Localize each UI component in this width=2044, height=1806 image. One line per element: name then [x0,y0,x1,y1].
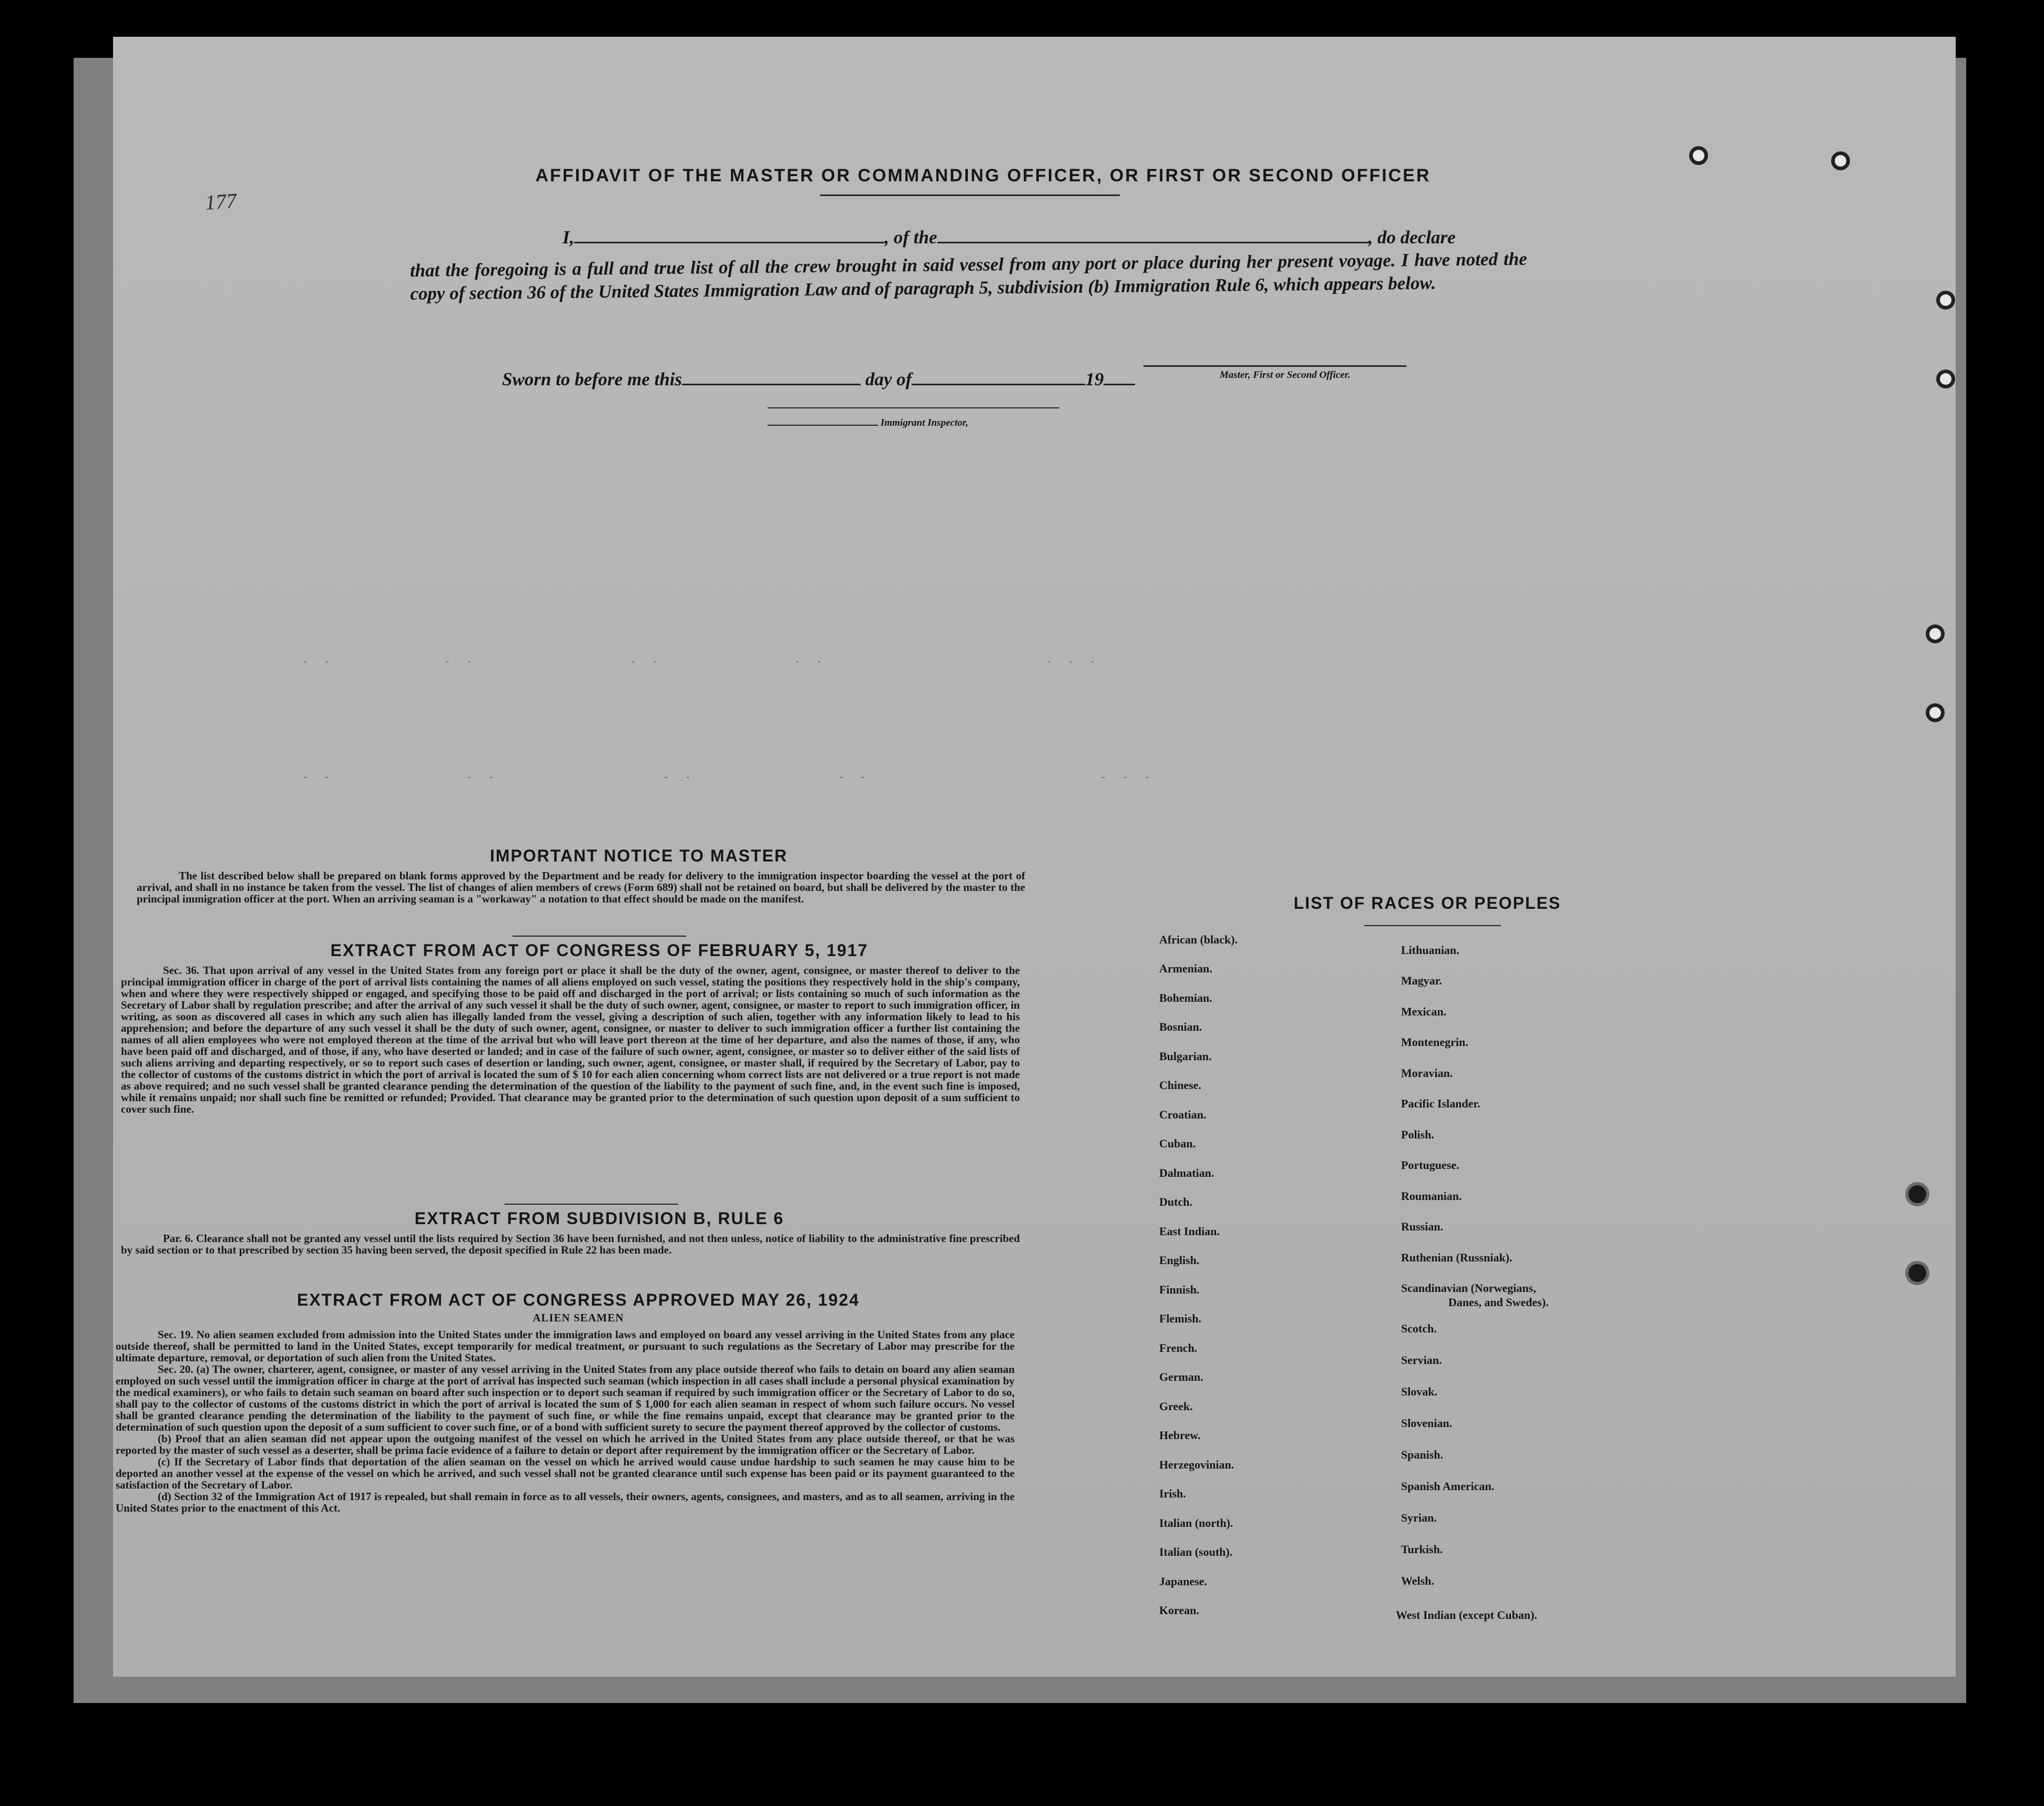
affidavit-title: AFFIDAVIT OF THE MASTER OR COMMANDING OFFICER, OR FIRST OR SECOND OFFICER [535,166,1431,186]
vessel-name-blank [937,230,1368,243]
punch-hole [1940,294,1951,306]
race-item: Bulgarian. [1159,1050,1212,1063]
race-item-continuation: Danes, and Swedes). [1448,1296,1549,1309]
punch-hole [1929,707,1941,719]
race-item: Slovak. [1401,1385,1438,1398]
race-item: Spanish. [1401,1448,1444,1461]
race-item: Roumanian. [1401,1189,1462,1203]
race-item: Polish. [1401,1128,1434,1141]
race-item: Welsh. [1401,1574,1434,1587]
affidavit-of: , of the [884,227,937,248]
races-rule [1364,925,1501,926]
punch-hole [1693,150,1704,161]
race-item: Herzegovinian. [1159,1458,1234,1471]
extract-1924-text [116,1329,1015,1514]
notice-rule [513,936,686,937]
alien-seamen-subtitle: ALIEN SEAMEN [533,1311,624,1324]
race-item: Hebrew. [1159,1429,1201,1442]
affidavit-body: that the foregoing is a full and true list of all the crew brought in said vessel from any port or place during her present voyage. I have noted the copy of section 36 of the United States Immigration Law and of paragraph 5, subdivision (b) Immigration Rule 6, which appears below. [410,248,1527,304]
affidavit-declare: , do declare [1368,227,1456,248]
race-item: African (black). [1159,933,1238,946]
subdivision-b-title: EXTRACT FROM SUBDIVISION B, RULE 6 [414,1209,784,1228]
race-item: Flemish. [1159,1312,1202,1325]
race-item: Dutch. [1159,1195,1192,1208]
extract-1917-text [121,964,1020,1115]
race-item: Japanese. [1159,1575,1208,1588]
race-item: German. [1159,1370,1203,1383]
race-item: Chinese. [1159,1079,1202,1092]
race-item: Bosnian. [1159,1020,1202,1033]
race-item: Lithuanian. [1401,943,1459,957]
race-item: Spanish American. [1401,1480,1495,1493]
race-item: Magyar. [1401,974,1443,987]
race-item: Irish. [1159,1487,1186,1500]
race-item: Bohemian. [1159,991,1212,1004]
race-item: Dalmatian. [1159,1166,1214,1179]
race-item: Ruthenian (Russniak). [1401,1251,1512,1264]
race-item: Cuban. [1159,1137,1196,1150]
race-item: Greek. [1159,1400,1193,1413]
notice-text [137,870,1025,905]
margin-mark: 177 [204,188,238,215]
inspector-line-top [768,407,1059,408]
extract-1917-title: EXTRACT FROM ACT OF CONGRESS OF FEBRUARY 5, 1917 [330,941,868,960]
day-blank [682,372,861,385]
day-of-label: day of [865,369,912,389]
punch-hole [1835,155,1846,167]
extract-1924-sec20b: (b) Proof that an alien seaman did not appear upon the outgoing manifest of the vessel on which he arrived in the United States from any place outside thereof, or that he was reported by the master of such vessel as a deserter, shall be prima facie evidence of a failure to detain or deport after requirement by the immigration officer or the Secretary of Labor. [116,1432,1015,1456]
race-item: Pacific Islander. [1401,1097,1480,1110]
inspector-signature-line [768,425,878,426]
extract-1924-sec19: Sec. 19. No alien seamen excluded from admission into the United States under the immigration laws and employed on board any vessel arriving in the United States from any place outside thereof, shall be permitted to land in the United States, except temporarily for medical treatment, or pursuant to such regulations as the Secretary of Labor may prescribe for the ultimate departure, removal, or deportation of such alien from the United States. [116,1328,1015,1364]
sworn-label: Sworn to before me this [502,369,682,389]
extract-1924-sec20d: (d) Section 32 of the Immigration Act of 1917 is repealed, but shall remain in force as to all vessels, their owners, agents, consignees, and masters, and as to all seamen, arriving in the United States prior to the enactment of this Act. [116,1490,1015,1514]
race-item: Slovenian. [1401,1417,1453,1430]
master-caption: Master, First or Second Officer. [1220,370,1351,381]
race-item: Moravian. [1401,1066,1453,1080]
officer-name-blank [574,230,884,243]
year-label: 19 [1085,369,1104,389]
race-item: Finnish. [1159,1283,1200,1296]
year-blank [1103,372,1135,385]
races-title: LIST OF RACES OR PEOPLES [1293,894,1561,912]
subdivision-b-paragraph: Par. 6. Clearance shall not be granted any vessel until the lists required by Section 36 have been furnished, and not then unless, notice of liability to the administrative fine prescribed by said section or to that prescribed by section 35 having been served, the deposit specified in Rule 22 has been made. [121,1232,1020,1256]
race-item: East Indian. [1159,1225,1220,1238]
race-item: English. [1159,1254,1200,1267]
race-item: French. [1159,1341,1198,1354]
race-item: West Indian (except Cuban). [1396,1608,1537,1622]
notice-title: IMPORTANT NOTICE TO MASTER [489,846,788,865]
month-blank [912,372,1085,385]
race-item: Korean. [1159,1604,1199,1617]
master-signature-line [1143,365,1406,367]
race-item: Servian. [1401,1353,1442,1367]
race-item: Portuguese. [1401,1158,1459,1172]
race-item: Scandinavian (Norwegians, [1401,1281,1536,1295]
race-item: Syrian. [1401,1511,1437,1524]
title-rule [820,194,1120,196]
ghost-dashes: - - - - - - - - - - - [302,773,1156,783]
extract-1917-paragraph: Sec. 36. That upon arrival of any vessel in the United States from any foreign port or place it shall be the duty of the owner, agent, consignee, or master thereof to deliver to the principal immigration officer in charge of the port of arrival lists containing the names of all aliens employed on such vessel, stating the positions they respectively hold in the ship's company, when and where they were respectively shipped or engaged, and specifying those to be paid off and discharged in the port of arrival; or lists containing so much of such information as the Secretary of Labor shall by regulation prescribe; and after the arrival of any such vessel it shall be the duty of such owner, agent, consignee, or master to report to such immigration officer, in writing, as soon as discovered all cases in which any such alien has illegally landed from the vessel, giving a description of such alien, together with any information likely to lead to his apprehension; and before the departure of any such vessel it shall be the duty of such owner, agent, consignee, or master to deliver to such immigration officer a further list containing the names of all alien employees who were not employed thereon at the time of the arrival but who will leave port thereon at the time of her departure, and also the names of those, if any, who have been paid off and discharged, and of those, if any, who have deserted or landed; and in case of the failure of such owner, agent, consignee, or master so to deliver either of the said lists of such aliens arriving and departing respectively, or so to report such cases of desertion or landing, such owner, agent, consignee, or master shall, if required by the Secretary of Labor, pay to the collector of customs of the customs district in which the port of arrival is located the sum of $ 10 for each alien concerning whom correct lists are not delivered or a true report is not made as above required; and no such vessel shall be granted clearance pending the determination of the question of the liability to the payment of such fine, and, in the event such fine is imposed, while it remains unpaid; nor shall such fine be remitted or refunded; Provided. That clearance may be granted prior to the determination of such question upon deposit of a sum sufficient to cover such fine. [121,964,1020,1115]
race-item: Italian (north). [1159,1516,1233,1530]
extract-1917-rule [505,1204,678,1205]
extract-1924-sec20c: (c) If the Secretary of Labor finds that deportation of the alien seaman on the vessel on which he arrived would cause undue hardship to such seamen he may cause him to be deported an another vessel at the expense of the vessel on which he arrived, and such vessel shall not be granted clearance until such expense has been paid or its payment guaranteed to the satisfaction of the Secretary of Labor. [116,1455,1015,1491]
affidavit-i: I, [563,227,575,248]
race-item: Mexican. [1401,1005,1447,1018]
extract-1924-title: EXTRACT FROM ACT OF CONGRESS APPROVED MAY 26, 1924 [297,1290,860,1309]
race-item: Armenian. [1159,962,1212,975]
punch-hole [1908,1264,1926,1282]
extract-1924-sec20a: Sec. 20. (a) The owner, charterer, agent, consignee, or master of any vessel arriving in the United States from any place outside thereof who fails to detain on board any alien seaman employed on such vessel until the immigration officer in charge at the port of arrival has inspected such seaman (which inspection in all cases shall include a personal physical examination by the medical examiners), or who fails to detain such seaman on board after such inspection or to deport such seaman if required by such immigration officer or the Secretary of Labor to do so, shall pay to the collector of customs of the customs district in which the port of arrival is located the sum of $ 1,000 for each alien seaman in respect of whom such failure occurs. No vessel shall be granted clearance pending the determination of the liability to the payment of such fine, or while the fine remains unpaid, except that clearance may be granted prior to the determination of such question upon the deposit of a sum sufficient to cover such fine, or of a bond with sufficient surety to secure the payment thereof approved by the collector of customs. [116,1363,1015,1433]
punch-hole [1940,373,1951,385]
punch-hole [1929,628,1941,640]
punch-hole [1908,1185,1926,1203]
sworn-line [502,368,1135,391]
inspector-caption: Immigrant Inspector, [881,417,968,428]
subdivision-b-text [121,1233,1020,1256]
race-item: Scotch. [1401,1322,1437,1335]
ghost-dashes: - - - - - - - - - - - [302,657,1101,668]
race-item: Russian. [1401,1220,1444,1233]
race-item: Montenegrin. [1401,1035,1468,1049]
affidavit-line1 [563,226,1456,249]
race-item: Turkish. [1401,1543,1443,1556]
race-item: Italian (south). [1159,1545,1233,1558]
race-item: Croatian. [1159,1108,1207,1121]
notice-paragraph: The list described below shall be prepared on blank forms approved by the Department and be ready for delivery to the immigration inspector boarding the vessel at the port of arrival, and shall in no instance be taken from the vessel. The list of changes of alien members of crews (Form 689) shall not be retained on board, but shall be delivered by the master to the principal immigration officer at the port. When an arriving seaman is a "workaway" a notation to that effect should be made on the manifest. [137,869,1025,905]
document-sheet [113,37,1956,1677]
